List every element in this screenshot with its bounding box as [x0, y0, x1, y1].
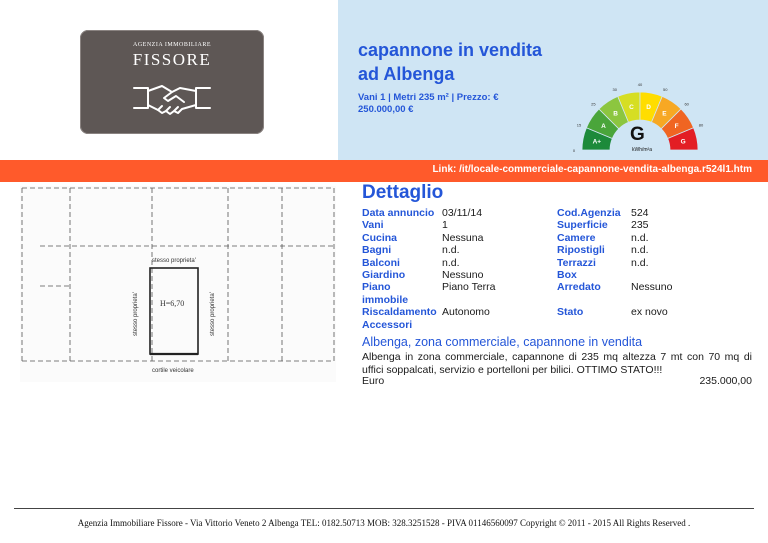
energy-class-label: C [629, 104, 634, 112]
detail-value: n.d. [442, 244, 460, 257]
listing-header [338, 0, 768, 160]
energy-class-label: E [662, 110, 667, 118]
energy-threshold-label: 80 [698, 122, 704, 128]
energy-unit: kWh/m²a [632, 147, 652, 153]
floor-plan-label: stesso proprieta' [152, 258, 196, 264]
detail-label: Vani [362, 219, 384, 232]
logo-area [0, 0, 338, 160]
energy-threshold-label: 60 [684, 101, 689, 107]
agency-logo [80, 30, 264, 134]
detail-label: Riscaldamento [362, 306, 437, 319]
energy-class-label: D [646, 104, 651, 112]
listing-link-bar [0, 160, 768, 182]
energy-class-value: G [630, 124, 645, 145]
price-currency: Euro [362, 375, 385, 387]
detail-value: 524 [631, 207, 649, 219]
detail-label: Piano immobile [362, 281, 409, 306]
footer-text: Agenzia Immobiliare Fissore - Via Vittorio Veneto 2 Albenga TEL: 0182.50713 MOB: 328.3251528 - PIVA 01146560097 Copyright © 2011 - 2015 All Rights Reserved . [77, 518, 691, 528]
detail-label: Box [557, 269, 577, 281]
detail-value: ex novo [631, 306, 668, 319]
energy-class-label: A+ [592, 138, 602, 146]
detail-value: n.d. [442, 256, 460, 269]
detail-label: Cucina [362, 231, 398, 244]
details-table-right [557, 207, 747, 332]
detail-value: Nessuno [631, 281, 673, 294]
energy-class-label: A [601, 122, 606, 130]
energy-threshold-label: 25 [591, 101, 596, 107]
details-heading: Dettaglio [362, 182, 444, 203]
detail-label: Giardino [362, 269, 406, 281]
description-price-row [362, 375, 752, 388]
floor-plan-image [20, 186, 336, 382]
detail-label: Terrazzi [557, 256, 596, 269]
footer-divider [14, 508, 754, 509]
detail-label: Data annuncio [362, 207, 435, 219]
logo-agency-line: AGENZIA IMMOBILIARE [133, 42, 211, 48]
detail-label: Ripostigli [557, 244, 605, 257]
listing-summary: Vani 1 | Metri 235 m² | Prezzo: € 250.000,00 € [358, 92, 499, 115]
description-body: Albenga in zona commerciale, capannone di 235 mq altezza 7 mt con 70 mq di uffici soppalcati, servizio e portelloni per bilici. OTTIMO STATO!!! [362, 351, 752, 376]
detail-label: Stato [557, 306, 584, 319]
energy-class-label: B [613, 110, 618, 118]
detail-value: Autonomo [442, 306, 490, 319]
energy-class-label: F [674, 122, 679, 130]
detail-label: Accessori [362, 318, 413, 331]
detail-label: Balconi [362, 256, 400, 269]
detail-label: Arredato [557, 281, 601, 294]
detail-value: Nessuno [442, 269, 484, 281]
energy-threshold-label: 30 [612, 87, 617, 93]
detail-value: n.d. [631, 231, 649, 244]
floor-plan-label: H=6,70 [160, 299, 185, 308]
details-table-left [362, 207, 552, 332]
detail-label: Cod.Agenzia [557, 207, 621, 219]
detail-value: n.d. [631, 244, 649, 257]
listing-link[interactable]: Link: /it/locale-commerciale-capannone-vendita-albenga.r524l1.htm [432, 164, 752, 175]
floor-plan-label: cortile veicolare [152, 368, 194, 374]
energy-threshold-label: 50 [663, 87, 668, 93]
detail-label: Superficie [557, 219, 608, 232]
detail-label: Camere [557, 231, 596, 244]
energy-threshold-label: 40 [637, 82, 643, 87]
logo-name: FISSORE [132, 50, 212, 69]
detail-value: 235 [631, 219, 649, 232]
price-value: 235.000,00 [699, 375, 752, 387]
listing-title: capannone in vendita ad Albenga [358, 40, 543, 84]
description-title: Albenga, zona commerciale, capannone in vendita [362, 335, 643, 349]
floor-plan-label: stesso proprieta' [133, 292, 139, 336]
energy-class-gauge [570, 70, 768, 160]
detail-value: Nessuna [442, 231, 484, 244]
detail-value: 03/11/14 [442, 207, 483, 219]
detail-value: Piano Terra [442, 281, 496, 294]
detail-label: Bagni [362, 244, 392, 257]
energy-threshold-label: 0 [572, 148, 576, 153]
energy-threshold-label: 15 [576, 122, 582, 128]
handshake-icon [132, 78, 212, 120]
detail-value: 1 [442, 219, 448, 232]
energy-class-label: G [680, 138, 686, 146]
floor-plan-label: stesso proprieta' [210, 292, 216, 336]
detail-value: n.d. [631, 256, 649, 269]
